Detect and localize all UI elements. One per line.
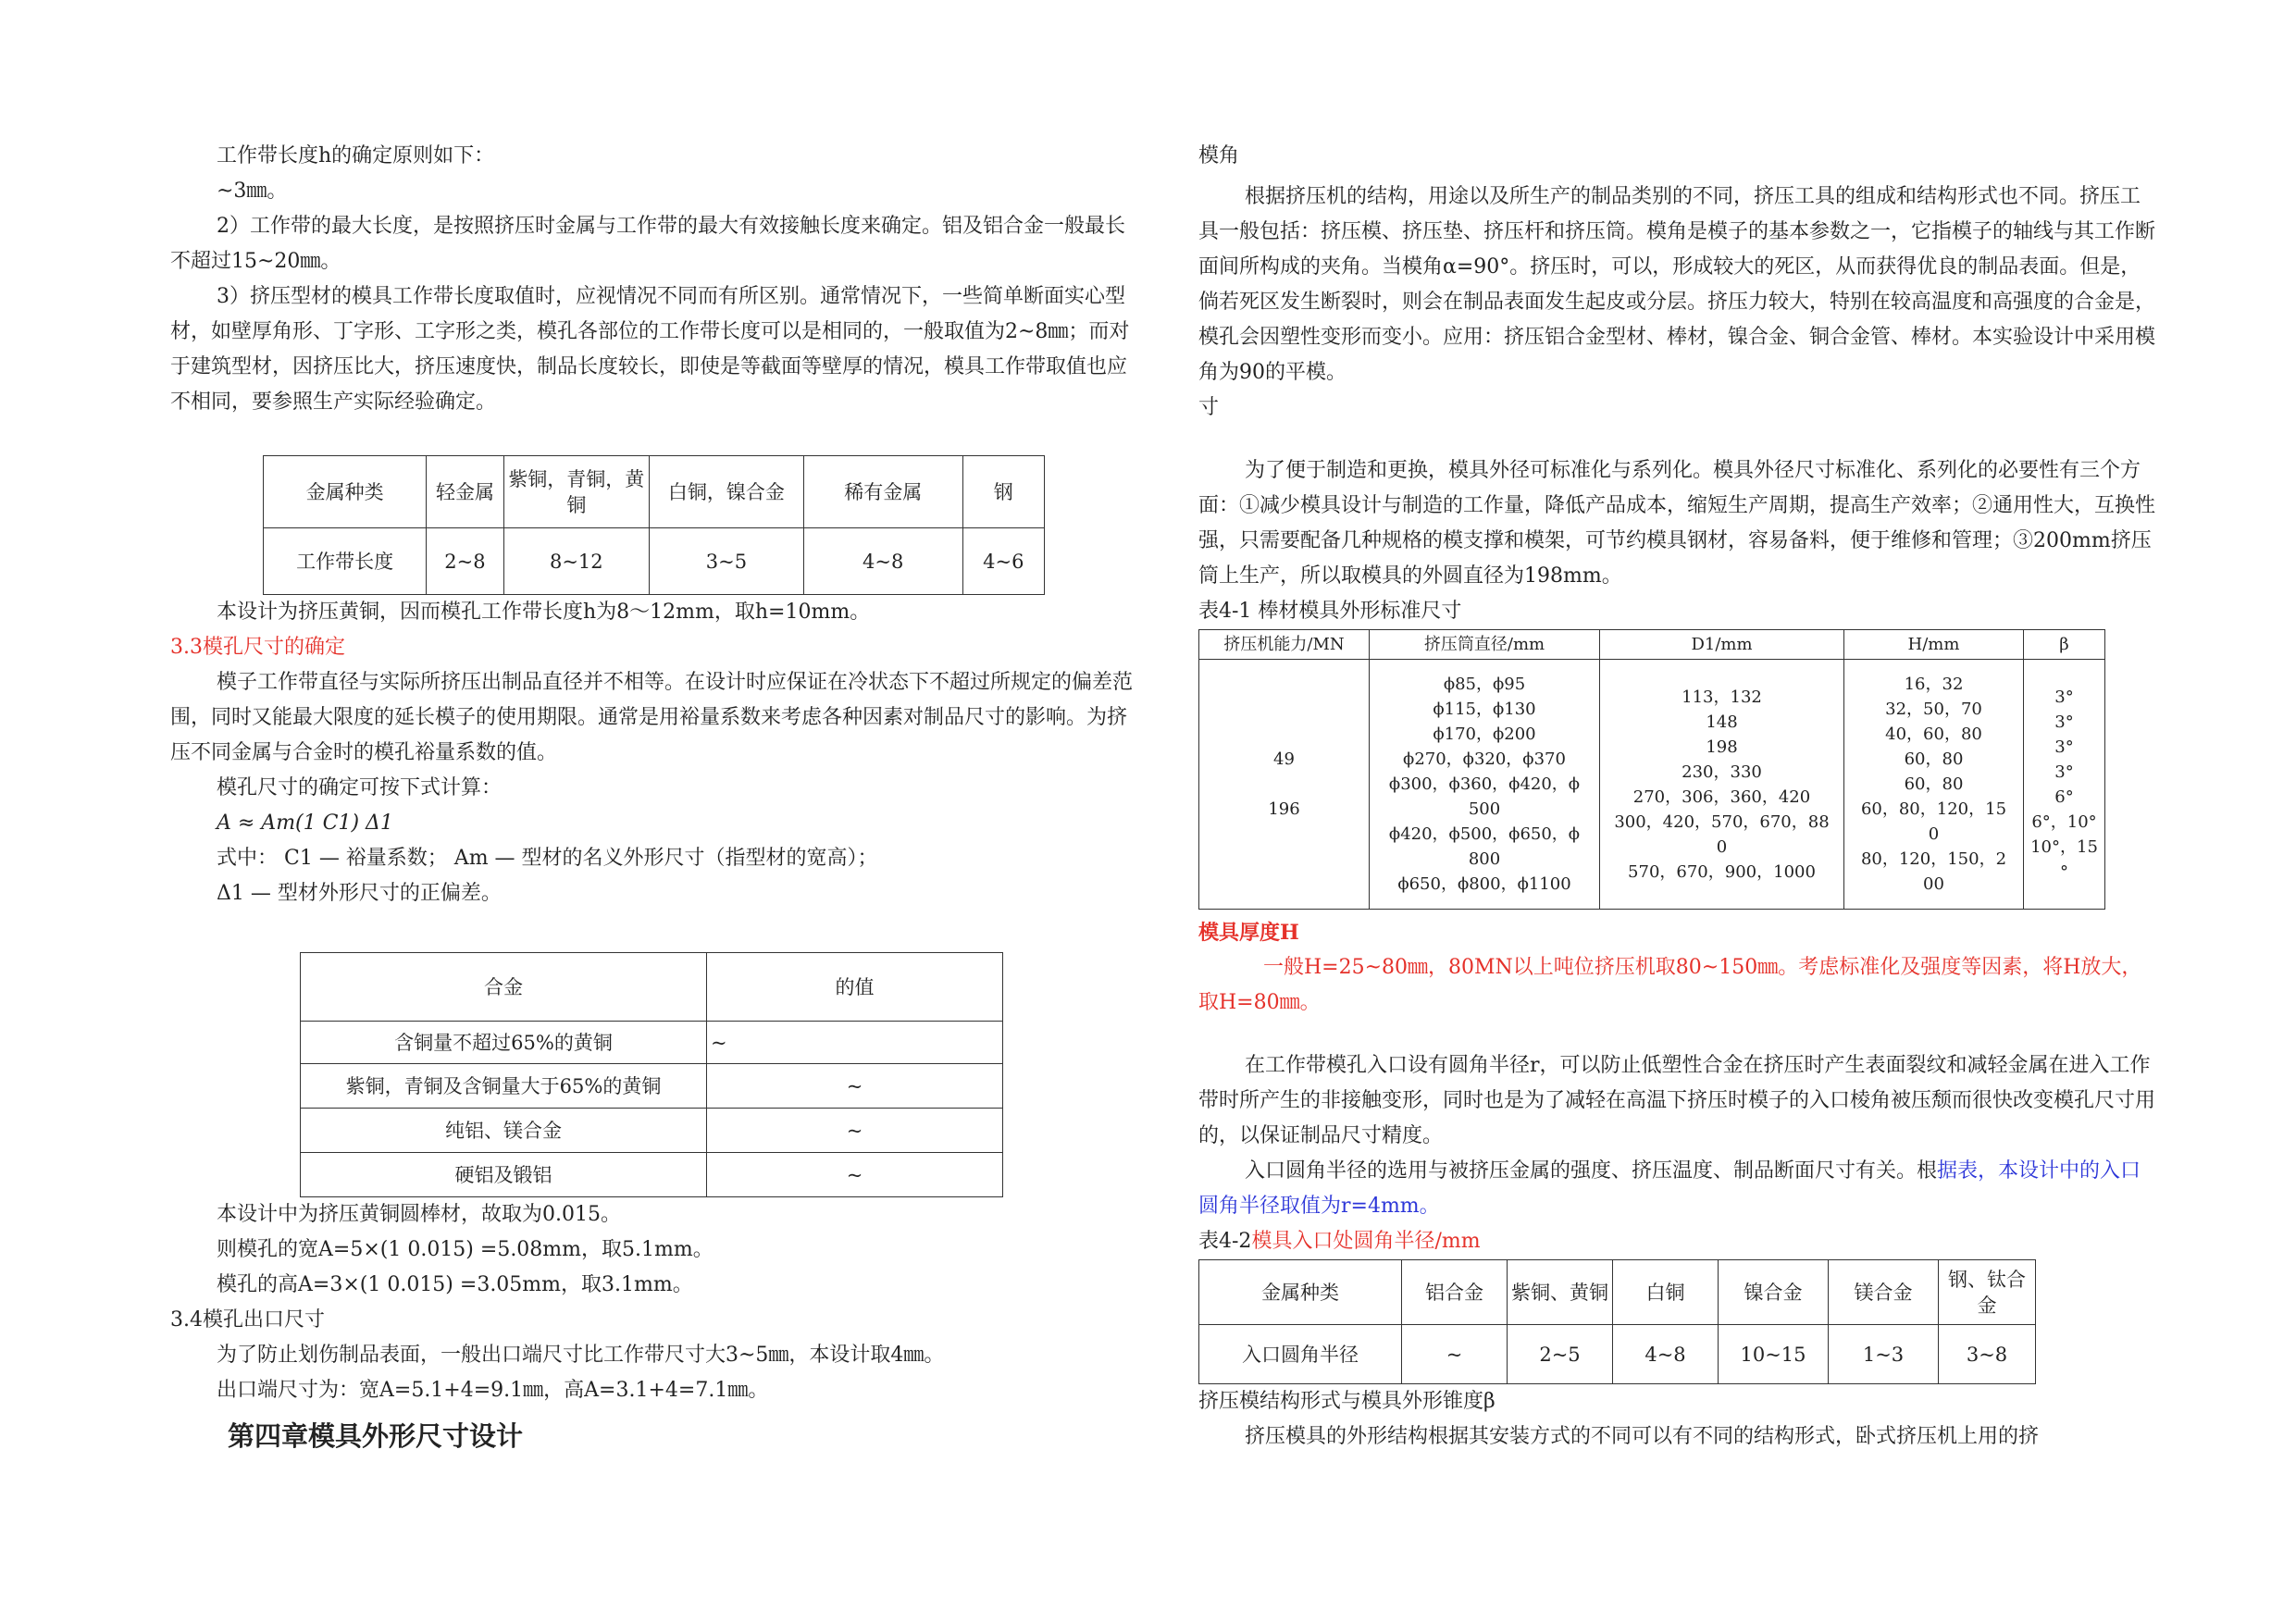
table-title: 模具入口处圆角半径/mm bbox=[1251, 1230, 1481, 1253]
paragraph: 为了便于制造和更换，模具外径可标准化与系列化。模具外径尺寸标准化、系列化的必要性有三个方面：①减少模具设计与制造的工作量，降低产品成本，缩短生产周期，提高生产效率；②通用性大，互换性强，只需要配备几种规格的模支撑和模架，可节约模具钢材，容易备料，便于维修和管理；③200mm挤压筒上生产，所以取模具的外圆直径为198mm。 bbox=[1198, 459, 2156, 588]
table-cell: 入口圆角半径 bbox=[1199, 1325, 1402, 1384]
table-cell: 10~15 bbox=[1719, 1325, 1829, 1384]
table-header: 白铜 bbox=[1613, 1260, 1719, 1325]
paragraph: 为了防止划伤制品表面，一般出口端尺寸比工作带尺寸大3~5㎜，本设计取4㎜。 bbox=[217, 1344, 945, 1367]
paragraph: 2）工作带的最大长度，是按照挤压时金属与工作带的最大有效接触长度来确定。铝及铝合金一般最长不超过15~20㎜。 bbox=[170, 215, 1126, 273]
paragraph: 出口端尺寸为：宽A=5.1+4=9.1㎜，高A=3.1+4=7.1㎜。 bbox=[217, 1379, 769, 1402]
paragraph-text: 入口圆角半径的选用与被挤压金属的强度、挤压温度、制品断面尺寸有关。根 bbox=[1245, 1159, 1938, 1183]
table-cell: 工作带长度 bbox=[264, 528, 427, 595]
paragraph: 本设计为挤压黄铜，因而模孔工作带长度h为8～12mm，取h=10mm。 bbox=[217, 601, 871, 624]
table-cell: ~ bbox=[707, 1022, 1003, 1064]
die-standard-size-table bbox=[1198, 629, 2105, 910]
table-header: β bbox=[2024, 630, 2105, 660]
table-header: 镁合金 bbox=[1829, 1260, 1939, 1325]
table-cell: 3~5 bbox=[649, 528, 803, 595]
paragraph: 式中： C1 — 裕量系数； Am — 型材的名义外形尺寸（指型材的宽高）； bbox=[217, 847, 878, 870]
table-header: 白铜，镍合金 bbox=[649, 456, 803, 528]
table-cell: 1~3 bbox=[1829, 1325, 1939, 1384]
table-cell: 8~12 bbox=[503, 528, 649, 595]
table-cell: ~ bbox=[707, 1064, 1003, 1109]
table-header: 挤压机能力/MN bbox=[1199, 630, 1370, 660]
table-header: D1/mm bbox=[1600, 630, 1844, 660]
table-header: H/mm bbox=[1844, 630, 2024, 660]
work-band-length-table bbox=[263, 455, 1045, 595]
table-number: 表4-2 bbox=[1198, 1230, 1252, 1253]
paragraph: 一般H=25~80㎜，80MN以上吨位挤压机取80~150㎜。考虑标准化及强度等因素，将H放大，取H=80㎜。 bbox=[1198, 956, 2142, 1014]
table-cell: ~ bbox=[707, 1153, 1003, 1197]
table-header: 金属种类 bbox=[1199, 1260, 1402, 1325]
chapter-heading: 第四章模具外形尺寸设计 bbox=[228, 1420, 524, 1452]
table-cell: 16，32 32，50，70 40，60，80 60，80 60，80 60，80，120，15 0 80，120，150，2 00 bbox=[1844, 660, 2024, 910]
paragraph: 本设计中为挤压黄铜圆棒材，故取为0.015。 bbox=[217, 1203, 621, 1226]
section-heading: 挤压模结构形式与模具外形锥度β bbox=[1198, 1390, 1496, 1413]
paragraph: 模子工作带直径与实际所挤压出制品直径并不相等。在设计时应保证在冷状态下不超过所规定的偏差范围，同时又能最大限度的延长模子的使用期限。通常是用裕量系数来考虑各种因素对制品尺寸的影响。为挤压不同金属与合金时的模孔裕量系数的值。 bbox=[170, 671, 1134, 764]
table-header: 合金 bbox=[301, 953, 707, 1022]
table-cell: 2~8 bbox=[427, 528, 503, 595]
table-caption: 表4-1 棒材模具外形标准尺寸 bbox=[1198, 600, 1462, 623]
table-header: 挤压筒直径/mm bbox=[1370, 630, 1600, 660]
table-cell: 49 196 bbox=[1199, 660, 1370, 910]
paragraph bbox=[1198, 1154, 2156, 1224]
table-header: 紫铜，青铜，黄铜 bbox=[503, 456, 649, 528]
table-cell: 3~8 bbox=[1939, 1325, 2036, 1384]
table-cell: 硬铝及锻铝 bbox=[301, 1153, 707, 1197]
table-caption bbox=[1198, 1224, 2156, 1259]
highlighted-text: 据表，本设计中的入口圆角半径取值为r=4mm。 bbox=[1198, 1159, 2141, 1218]
table-cell: 含铜量不超过65%的黄铜 bbox=[301, 1022, 707, 1064]
entry-radius-table bbox=[1198, 1259, 2036, 1384]
section-heading: 3.3模孔尺寸的确定 bbox=[170, 636, 345, 659]
paragraph: 模孔的高A=3×(1 0.015) =3.05mm，取3.1mm。 bbox=[217, 1273, 693, 1296]
table-header: 钢、钛合金 bbox=[1939, 1260, 2036, 1325]
paragraph: ~3㎜。 bbox=[217, 180, 288, 203]
right-column bbox=[1198, 139, 2156, 1455]
table-header: 轻金属 bbox=[427, 456, 503, 528]
table-cell: 4~8 bbox=[803, 528, 962, 595]
table-cell: 4~8 bbox=[1613, 1325, 1719, 1384]
section-heading: 3.4模孔出口尺寸 bbox=[170, 1308, 325, 1332]
table-header: 钢 bbox=[962, 456, 1044, 528]
table-header: 紫铜、黄铜 bbox=[1508, 1260, 1613, 1325]
paragraph: 3）挤压型材的模具工作带长度取值时，应视情况不同而有所区别。通常情况下，一些简单断面实心型材，如壁厚角形、丁字形、工字形之类，模孔各部位的工作带长度可以是相同的，一般取值为2~8㎜；而对于建筑型材，因挤压比大，挤压速度快，制品长度较长，即使是等截面等壁厚的情况，模具工作带取值也应不相同，要参照生产实际经验确定。 bbox=[170, 285, 1130, 414]
paragraph: 工作带长度h的确定原则如下： bbox=[217, 144, 495, 167]
table-cell: 3° 3° 3° 3° 6° 6°，10° 10°，15 ° bbox=[2024, 660, 2105, 910]
table-cell: ϕ85，ϕ95 ϕ115，ϕ130 ϕ170，ϕ200 ϕ270，ϕ320，ϕ370 ϕ300，ϕ360，ϕ420，ϕ 500 ϕ420，ϕ500，ϕ650，ϕ 800 ϕ650，ϕ800，ϕ1100 bbox=[1370, 660, 1600, 910]
table-header: 金属种类 bbox=[264, 456, 427, 528]
table-cell: 纯铝、镁合金 bbox=[301, 1109, 707, 1153]
paragraph: 根据挤压机的结构，用途以及所生产的制品类别的不同，挤压工具的组成和结构形式也不同。挤压工具一般包括：挤压模、挤压垫、挤压杆和挤压筒。模角是模子的基本参数之一，它指模子的轴线与其工作断面间所构成的夹角。当模角α=90°。挤压时，可以，形成较大的死区，从而获得优良的制品表面。但是，倘若死区发生断裂时，则会在制品表面发生起皮或分层。挤压力较大，特别在较高温度和高强度的合金是，模孔会因塑性变形而变小。应用：挤压铝合金型材、棒材，镍合金、铜合金管、棒材。本实验设计中采用模角为90的平模。 bbox=[1198, 185, 2156, 384]
section-heading: 寸 bbox=[1198, 396, 1220, 419]
allowance-coefficient-table bbox=[300, 952, 1003, 1197]
table-cell: ~ bbox=[707, 1109, 1003, 1153]
table-cell: 紫铜，青铜及含铜量大于65%的黄铜 bbox=[301, 1064, 707, 1109]
table-cell: ~ bbox=[1402, 1325, 1508, 1384]
table-header: 镍合金 bbox=[1719, 1260, 1829, 1325]
paragraph: Δ1 — 型材外形尺寸的正偏差。 bbox=[217, 882, 502, 905]
paragraph: 模孔尺寸的确定可按下式计算： bbox=[217, 776, 503, 799]
formula: A ≈ Am(1 C1) Δ1 bbox=[217, 812, 393, 835]
paragraph: 则模孔的宽A=5×(1 0.015) =5.08mm，取5.1mm。 bbox=[217, 1238, 714, 1261]
paragraph: 在工作带模孔入口设有圆角半径r，可以防止低塑性合金在挤压时产生表面裂纹和减轻金属在进入工作带时所产生的非接触变形，同时也是为了减轻在高温下挤压时模子的入口棱角被压颓而很快改变模孔尺寸用的，以保证制品尺寸精度。 bbox=[1198, 1054, 2156, 1147]
table-cell: 113，132 148 198 230，330 270，306，360，420 300，420，570，670，88 0 570，670，900，1000 bbox=[1600, 660, 1844, 910]
left-column bbox=[170, 139, 1142, 1455]
table-header: 铝合金 bbox=[1402, 1260, 1508, 1325]
section-heading: 模角 bbox=[1198, 144, 1240, 167]
table-cell: 4~6 bbox=[962, 528, 1044, 595]
table-header: 稀有金属 bbox=[803, 456, 962, 528]
table-header: 的值 bbox=[707, 953, 1003, 1022]
paragraph: 挤压模具的外形结构根据其安装方式的不同可以有不同的结构形式，卧式挤压机上用的挤 bbox=[1245, 1425, 2040, 1448]
table-cell: 2~5 bbox=[1508, 1325, 1613, 1384]
section-heading: 模具厚度H bbox=[1198, 921, 1299, 945]
